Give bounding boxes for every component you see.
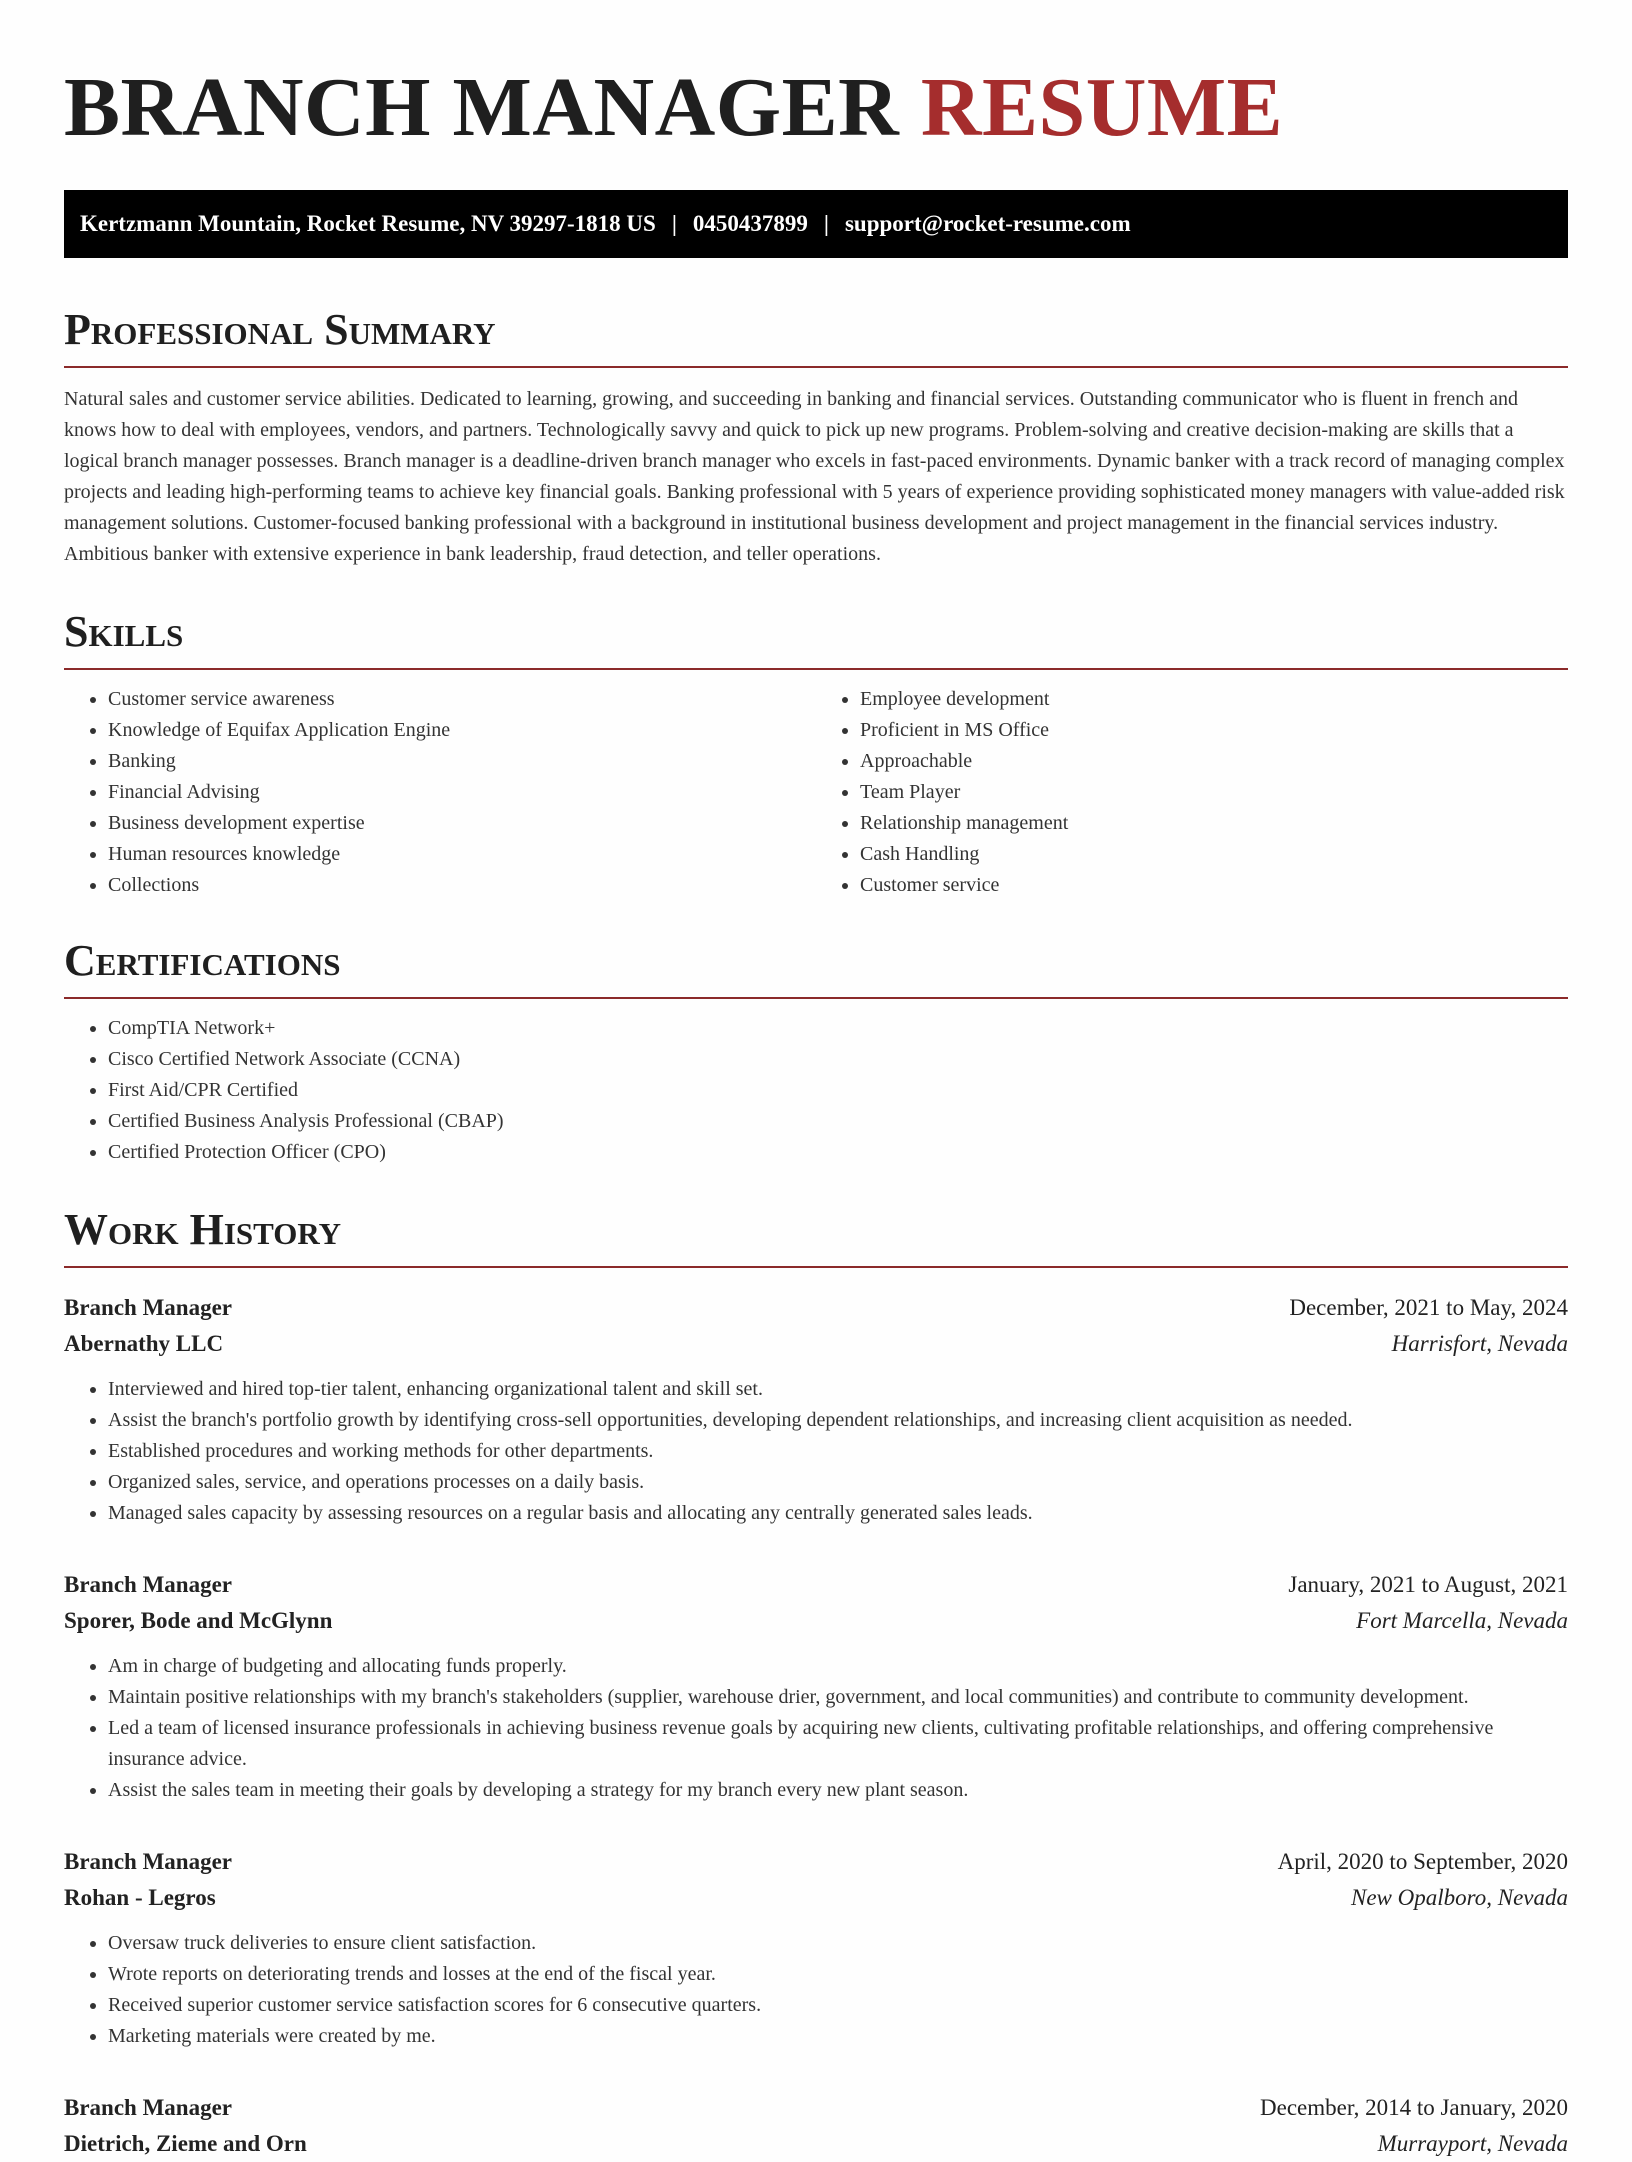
certification-item: • First Aid/CPR Certified <box>108 1075 1568 1106</box>
skills-list-left <box>64 684 816 901</box>
job-title: Branch Manager <box>64 2095 233 2120</box>
job-dates: December, 2014 to January, 2020 <box>1260 2095 1568 2120</box>
certifications-section <box>64 936 1568 1168</box>
job-duty: • Assist the branch's portfolio growth by identifying cross-sell opportunities, developing dependent relationships, and increasing client acquisition as needed. <box>108 1405 1568 1436</box>
job-company: Abernathy LLC <box>64 1331 224 1356</box>
job-dates: April, 2020 to September, 2020 <box>1277 1849 1568 1874</box>
job-header-row <box>64 2090 1568 2126</box>
title-accent: RESUME <box>920 61 1284 154</box>
skill-item: • Approachable <box>860 746 1568 777</box>
skill-item: • Customer service <box>860 870 1568 901</box>
contact-phone: 0450437899 <box>692 211 808 236</box>
job-company: Dietrich, Zieme and Orn <box>64 2131 307 2156</box>
skill-item: • Cash Handling <box>860 839 1568 870</box>
job-company: Sporer, Bode and McGlynn <box>64 1608 333 1633</box>
job-duty: • Am in charge of budgeting and allocating funds properly. <box>108 1651 1568 1682</box>
skill-item: • Proficient in MS Office <box>860 715 1568 746</box>
job-duty: • Marketing materials were created by me. <box>108 2021 1568 2052</box>
work-history-section <box>64 1205 1568 2162</box>
work-history-heading: Work History <box>64 1208 1568 1268</box>
job-title: Branch Manager <box>64 1572 233 1597</box>
contact-separator: | <box>823 211 829 236</box>
job-entry <box>64 1290 1568 1529</box>
job-header-row <box>64 1844 1568 1880</box>
skill-item: • Employee development <box>860 684 1568 715</box>
contact-email: support@rocket-resume.com <box>844 211 1131 236</box>
job-location: Murrayport, Nevada <box>1377 2131 1568 2156</box>
job-duty: • Organized sales, service, and operations processes on a daily basis. <box>108 1467 1568 1498</box>
job-header-row <box>64 1567 1568 1603</box>
job-title: Branch Manager <box>64 1295 233 1320</box>
job-duty: • Interviewed and hired top-tier talent, enhancing organizational talent and skill set. <box>108 1374 1568 1405</box>
job-duty: • Led a team of licensed insurance professionals in achieving business revenue goals by acquiring new clients, cultivating profitable relationships, and offering comprehensive insurance advice. <box>108 1713 1568 1775</box>
contact-separator: | <box>671 211 677 236</box>
job-company-row <box>64 1880 1568 1916</box>
job-header-row <box>64 1290 1568 1326</box>
skill-item: • Human resources knowledge <box>108 839 816 870</box>
job-location: Harrisfort, Nevada <box>1391 1331 1568 1356</box>
skills-heading: Skills <box>64 610 1568 670</box>
job-entry <box>64 2090 1568 2162</box>
job-company: Rohan - Legros <box>64 1885 216 1910</box>
job-duty: • Received superior customer service satisfaction scores for 6 consecutive quarters. <box>108 1990 1568 2021</box>
resume-title <box>64 61 1568 154</box>
skill-item: • Business development expertise <box>108 808 816 839</box>
job-entry <box>64 1844 1568 2052</box>
job-duty: • Oversaw truck deliveries to ensure client satisfaction. <box>108 1928 1568 1959</box>
certification-item: • Certified Protection Officer (CPO) <box>108 1137 1568 1168</box>
title-main: BRANCH MANAGER <box>64 61 900 154</box>
job-location: Fort Marcella, Nevada <box>1356 1608 1568 1633</box>
skill-item: • Banking <box>108 746 816 777</box>
skills-list-right <box>816 684 1568 901</box>
summary-text: Natural sales and customer service abilities. Dedicated to learning, growing, and succeeding in banking and financial services. Outstanding communicator who is fluent in french and knows how to deal with employees, vendors, and partners. Technologically savvy and quick to pick up new programs. Problem-solving and creative decision-making are skills that a logical branch manager possesses. Branch manager is a deadline-driven branch manager who excels in fast-paced environments. Dynamic banker with a track record of managing complex projects and leading high-performing teams to achieve key financial goals. Banking professional with 5 years of experience providing sophisticated money managers with value-added risk management solutions. Customer-focused banking professional with a background in institutional business development and project management in the financial services industry. Ambitious banker with extensive experience in bank leadership, fraud detection, and teller operations. <box>64 388 1565 565</box>
certification-item: • Cisco Certified Network Associate (CCNA) <box>108 1044 1568 1075</box>
job-duties-list <box>64 1928 1568 2052</box>
job-location: New Opalboro, Nevada <box>1351 1885 1568 1910</box>
job-duty: • Maintain positive relationships with my branch's stakeholders (supplier, warehouse drier, government, and local communities) and contribute to community development. <box>108 1682 1568 1713</box>
skills-section <box>64 607 1568 901</box>
certification-item: • Certified Business Analysis Professional (CBAP) <box>108 1106 1568 1137</box>
job-duty: • Established procedures and working methods for other departments. <box>108 1436 1568 1467</box>
job-duty: • Managed sales capacity by assessing resources on a regular basis and allocating any centrally generated sales leads. <box>108 1498 1568 1529</box>
skill-item: • Relationship management <box>860 808 1568 839</box>
certifications-list <box>64 1013 1568 1168</box>
job-duty: • Assist the sales team in meeting their goals by developing a strategy for my branch every new plant season. <box>108 1775 1568 1806</box>
job-company-row <box>64 1603 1568 1639</box>
job-duty: • Wrote reports on deteriorating trends and losses at the end of the fiscal year. <box>108 1959 1568 1990</box>
contact-address: Kertzmann Mountain, Rocket Resume, NV 39297-1818 US <box>80 211 656 236</box>
contact-bar <box>64 190 1568 258</box>
job-dates: December, 2021 to May, 2024 <box>1289 1295 1568 1320</box>
certification-item: • CompTIA Network+ <box>108 1013 1568 1044</box>
skill-item: • Team Player <box>860 777 1568 808</box>
job-company-row <box>64 1326 1568 1362</box>
skill-item: • Customer service awareness <box>108 684 816 715</box>
job-entry <box>64 1567 1568 1806</box>
skill-item: • Financial Advising <box>108 777 816 808</box>
skill-item: • Collections <box>108 870 816 901</box>
job-dates: January, 2021 to August, 2021 <box>1288 1572 1568 1597</box>
summary-section <box>64 305 1568 570</box>
certifications-heading: Certifications <box>64 939 1568 999</box>
job-company-row <box>64 2126 1568 2162</box>
job-title: Branch Manager <box>64 1849 233 1874</box>
summary-heading: Professional Summary <box>64 308 1568 368</box>
skills-grid <box>64 684 1568 901</box>
job-duties-list <box>64 1374 1568 1529</box>
job-duties-list <box>64 1651 1568 1806</box>
skill-item: • Knowledge of Equifax Application Engine <box>108 715 816 746</box>
